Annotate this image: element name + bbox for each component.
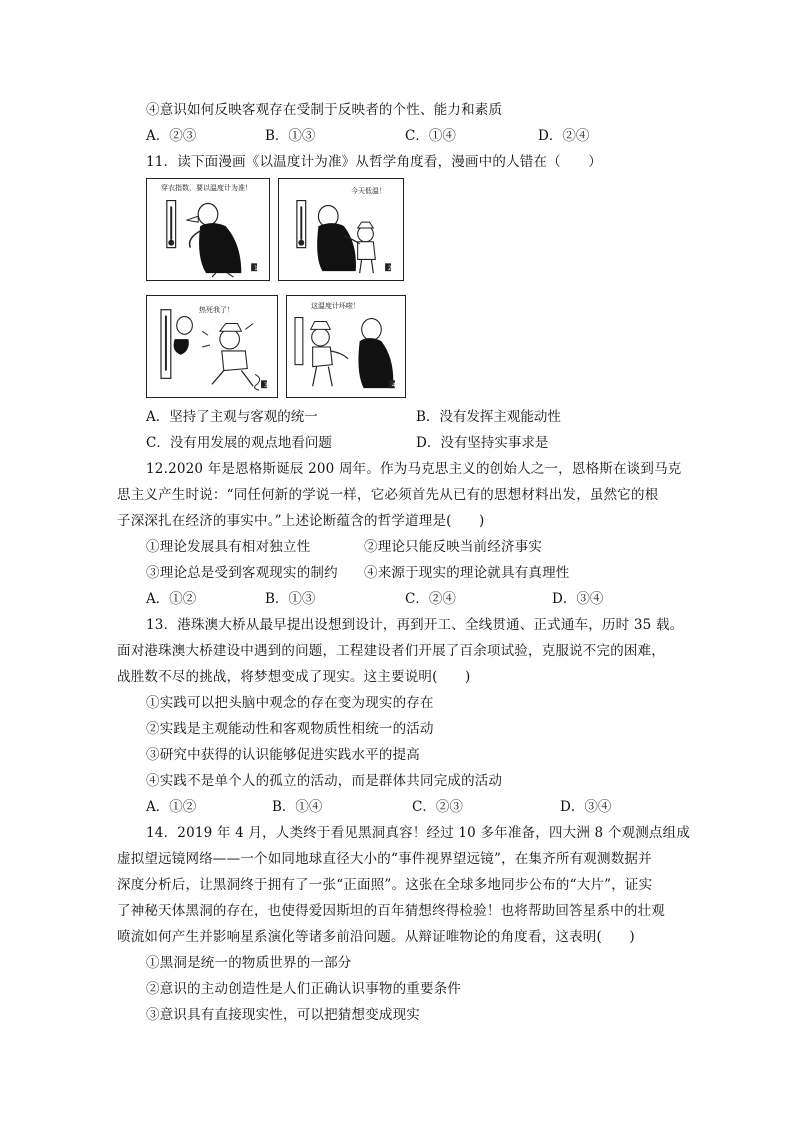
q12-statement-2: ②理论只能反映当前经济事实 (364, 539, 543, 555)
q10-option-c[interactable]: C．①④ (405, 128, 456, 144)
panel-1-caption: 穿衣指数，要以温度计为准！ (161, 184, 252, 192)
q13-statement-1: ①实践可以把头脑中观念的存在变为现实的存在 (146, 695, 434, 711)
panel-2-caption: 今天低温！ (351, 187, 386, 195)
q12-option-a[interactable]: A．①② (146, 591, 197, 607)
q14-stem-line-3: 深度分析后，让黑洞终于拥有了一张“正面照”。这张在全球多地同步公布的“大片”，证实 (117, 877, 653, 893)
q12-option-b[interactable]: B．①③ (265, 591, 316, 607)
q10-statement-4: ④意识如何反映客观存在受制于反映者的个性、能力和素质 (146, 102, 503, 118)
q11-option-d[interactable]: D．没有坚持实事求是 (416, 435, 549, 451)
cartoon-panel-2 (278, 178, 404, 281)
q14-statement-2: ②意识的主动创造性是人们正确认识事物的重要条件 (146, 981, 462, 997)
q13-statement-2: ②实践是主观能动性和客观物质性相统一的活动 (146, 721, 434, 737)
q14-statement-1: ①黑洞是统一的物质世界的一部分 (146, 955, 352, 971)
q12-statement-3: ③理论总是受到客观现实的制约 (146, 565, 338, 581)
q11-option-a[interactable]: A．坚持了主观与客观的统一 (146, 409, 318, 425)
q12-stem-line-1: 12.2020 年是恩格斯诞辰 200 周年。作为马克思主义的创始人之一，恩格斯在谈到马克 (146, 461, 682, 477)
q13-option-a[interactable]: A．①② (146, 799, 197, 815)
q12-stem-line-3: 子深深扎在经济的事实中。”上述论断蕴含的哲学道理是( ) (117, 513, 485, 529)
q14-stem-line-2: 虚拟望远镜网络——一个如同地球直径大小的“事件视界望远镜”，在集齐所有观测数据并 (117, 851, 652, 867)
q13-stem-line-2: 面对港珠澳大桥建设中遇到的问题，工程建设者们开展了百余项试验，克服说不完的困难， (117, 643, 665, 659)
q10-option-a[interactable]: A．②③ (146, 128, 197, 144)
q13-stem-line-1: 13．港珠澳大桥从最早提出设想到设计，再到开工、全线贯通、正式通车，历时 35 载。 (146, 617, 684, 633)
q10-option-d[interactable]: D．②④ (538, 128, 590, 144)
q13-statement-3: ③研究中获得的认识能够促进实践水平的提高 (146, 747, 420, 763)
cartoon-panel-3 (146, 295, 278, 398)
q11-option-c[interactable]: C．没有用发展的观点地看问题 (146, 435, 332, 451)
q14-stem-line-4: 了神秘天体黑洞的存在，也使得爱因斯坦的百年猜想终得检验！也将帮助回答星系中的壮观 (117, 903, 665, 919)
q14-statement-3: ③意识具有直接现实性，可以把猜想变成现实 (146, 1007, 420, 1023)
q14-stem-line-5: 喷流如何产生并影响星系演化等诸多前沿问题。从辩证唯物论的角度看，这表明( ) (117, 929, 635, 945)
cartoon-panel-4 (286, 295, 406, 398)
q12-option-c[interactable]: C．②④ (405, 591, 456, 607)
q12-statement-4: ④来源于现实的理论就具有真理性 (364, 565, 570, 581)
q12-option-d[interactable]: D．③④ (552, 591, 604, 607)
panel-4-number: 4 (392, 382, 396, 389)
q13-option-c[interactable]: C．②③ (412, 799, 463, 815)
q13-option-b[interactable]: B．①④ (272, 799, 323, 815)
q13-stem-line-3: 战胜数不尽的挑战，将梦想变成了现实。这主要说明( ) (117, 669, 471, 685)
q13-option-d[interactable]: D．③④ (560, 799, 612, 815)
panel-2-number: 2 (388, 265, 392, 272)
cartoon-panel-1 (146, 178, 270, 281)
q12-stem-line-2: 思主义产生时说：“同任何新的学说一样，它必须首先从已有的思想材料出发，虽然它的根 (117, 487, 659, 503)
panel-1-number: 1 (254, 265, 258, 272)
q12-statement-1: ①理论发展具有相对独立性 (146, 539, 311, 555)
q11-stem: 11．读下面漫画《以温度计为准》从哲学角度看，漫画中的人错在（ ） (146, 154, 602, 170)
q13-statement-4: ④实践不是单个人的孤立的活动，而是群体共同完成的活动 (146, 773, 503, 789)
q11-option-b[interactable]: B．没有发挥主观能动性 (416, 409, 561, 425)
panel-3-caption: 热死我了！ (199, 306, 234, 314)
q14-stem-line-1: 14．2019 年 4 月，人类终于看见黑洞真容！经过 10 多年准备，四大洲 8 个观测点组成 (146, 825, 691, 841)
q10-option-b[interactable]: B．①③ (265, 128, 316, 144)
panel-4-caption: 这温度计坏啦！ (311, 302, 360, 310)
panel-3-number: 3 (264, 382, 268, 389)
